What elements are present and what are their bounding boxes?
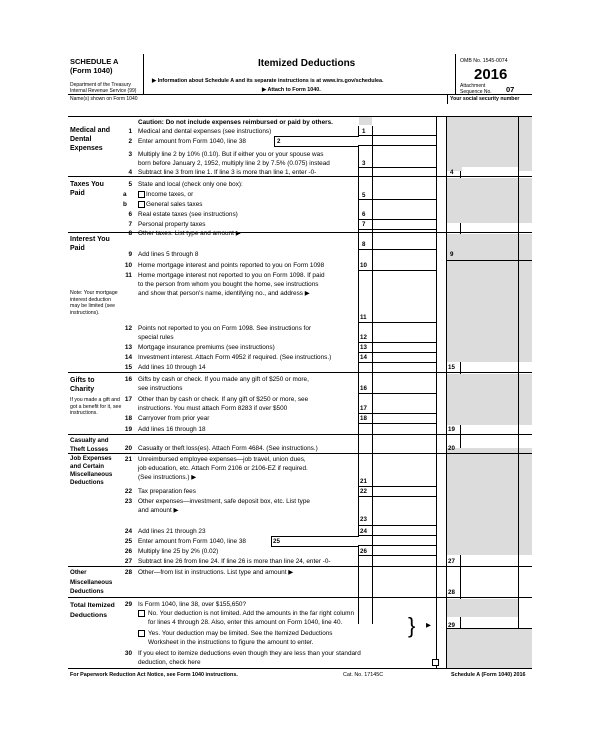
- line-5b-letter: b: [123, 201, 127, 208]
- line-2-label: Enter amount from Form 1040, line 38: [138, 138, 246, 145]
- line-6-amount[interactable]: [374, 209, 436, 218]
- line-8-label: Other taxes. List type and amount ▶: [138, 230, 241, 237]
- box-7-num: 7: [362, 221, 366, 228]
- sequence-label: Sequence No.: [460, 89, 492, 95]
- line-1-label: Medical and dental expenses (see instructions): [138, 128, 272, 135]
- box-26-num: 26: [360, 548, 367, 555]
- line-1-num: 1: [128, 128, 132, 135]
- section-medical: Medical and Dental Expenses: [70, 127, 111, 152]
- line-7-label: Personal property taxes: [138, 221, 206, 228]
- box-19-num: 19: [448, 426, 455, 433]
- line-14-label: Investment interest. Attach Form 4952 if required. (See instructions.): [138, 354, 332, 361]
- interest-note: Note: Your mortgage interest deduction may be limited (see instructions).: [70, 290, 118, 316]
- box-29-num: 29: [448, 622, 455, 629]
- box-15-num: 15: [448, 364, 455, 371]
- box-11-num: 11: [360, 314, 367, 321]
- line-18-num: 18: [124, 415, 132, 422]
- line-24-label: Add lines 21 through 23: [138, 528, 206, 535]
- line-13-num: 13: [124, 344, 132, 351]
- line-26-num: 26: [124, 548, 132, 555]
- line-29-no-b: for lines 4 through 28. Also, enter this amount on Form 1040, line 40.: [148, 619, 343, 626]
- box-20-num: 20: [448, 445, 455, 452]
- deduction-yes-checkbox[interactable]: [138, 630, 145, 637]
- line-5-label: State and local (check only one box):: [138, 181, 243, 188]
- line-9-num: 9: [128, 251, 132, 258]
- line-22-label: Tax preparation fees: [138, 488, 196, 495]
- line-19-num: 19: [124, 426, 132, 433]
- line-6-label: Real estate taxes (see instructions): [138, 211, 238, 218]
- elect-itemize-checkbox[interactable]: [432, 659, 439, 666]
- line-23-label-a: Other expenses—investment, safe deposit box, etc. List type: [138, 498, 310, 505]
- sales-taxes-checkbox[interactable]: [138, 201, 145, 208]
- line-2-num: 2: [128, 138, 132, 145]
- sequence-number: 07: [506, 85, 515, 94]
- box-18-num: 18: [360, 415, 367, 422]
- schedule-title: SCHEDULE A: [70, 57, 119, 66]
- line-26-label: Multiply line 25 by 2% (0.02): [138, 548, 219, 555]
- line-15-num: 15: [124, 364, 132, 371]
- form-number: (Form 1040): [70, 66, 113, 75]
- attach-line: ▶ Attach to Form 1040.: [262, 87, 321, 93]
- tax-year: 2016: [474, 66, 508, 83]
- box-1-num: 1: [362, 128, 366, 135]
- line-15-label: Add lines 10 through 14: [138, 364, 206, 371]
- omb-number: OMB No. 1545-0074: [460, 58, 508, 64]
- line-13-label: Mortgage insurance premiums (see instructions): [138, 344, 275, 351]
- box-10-num: 10: [360, 262, 367, 269]
- line-25-amount[interactable]: [271, 536, 359, 547]
- line-12-num: 12: [124, 325, 132, 332]
- line-24-num: 24: [124, 528, 132, 535]
- ssn-label: Your social security number: [450, 96, 520, 102]
- brace-icon: }: [408, 613, 416, 638]
- section-other: Other Miscellaneous Deductions: [70, 569, 113, 595]
- line-17-num: 17: [124, 396, 132, 403]
- line-21-label-a: Unreimbursed employee expenses—job travel, union dues,: [138, 456, 306, 463]
- gifts-note: If you made a gift and got a benefit for it, see instructions.: [70, 397, 122, 417]
- line-21-label-b: job education, etc. Attach Form 2106 or 2106-EZ if required.: [138, 465, 308, 472]
- line-5a-letter: a: [123, 191, 127, 198]
- box-22-num: 22: [360, 488, 367, 495]
- footer-form-id: Schedule A (Form 1040) 2016: [451, 672, 526, 678]
- box-14-num: 14: [360, 354, 367, 361]
- box-25-num: 25: [273, 538, 280, 545]
- line-11-label-c: and show that person's name, identifying no., and address ▶: [138, 290, 310, 297]
- line-12-label-b: special rules: [138, 334, 174, 341]
- box-6-num: 6: [362, 211, 366, 218]
- attachment-label: Attachment: [460, 83, 486, 89]
- line-20-label: Casualty or theft loss(es). Attach Form 4684. (See instructions.): [138, 445, 318, 452]
- box-21-num: 21: [360, 478, 367, 485]
- line-18-label: Carryover from prior year: [138, 415, 210, 422]
- box-5-num: 5: [362, 192, 366, 199]
- line-5a-label: Income taxes, or: [146, 191, 194, 198]
- line-21-label-c: (See instructions.) ▶: [138, 474, 197, 481]
- section-interest: Interest You Paid: [70, 236, 110, 252]
- box-2-num: 2: [277, 138, 281, 145]
- line-4-num: 4: [128, 169, 132, 176]
- box-27-num: 27: [448, 558, 455, 565]
- line-28-num: 28: [124, 569, 132, 576]
- box-12-num: 12: [360, 334, 367, 341]
- line-11-label-a: Home mortgage interest not reported to you on Form 1098. If paid: [138, 272, 325, 279]
- box-28-num: 28: [448, 589, 455, 596]
- line-29-amount[interactable]: [462, 618, 518, 627]
- box-16-num: 16: [360, 385, 367, 392]
- line-4-label: Subtract line 3 from line 1. If line 3 is more than line 1, enter -0-: [138, 169, 317, 176]
- line-14-num: 14: [124, 354, 132, 361]
- line-25-label: Enter amount from Form 1040, line 38: [138, 538, 246, 545]
- box-13-num: 13: [360, 344, 367, 351]
- line-17-label-a: Other than by cash or check. If any gift of $250 or more, see: [138, 396, 309, 403]
- line-29-no-a: No. Your deduction is not limited. Add the amounts in the far right column: [148, 610, 355, 617]
- caution-text: Caution: Do not include expenses reimbursed or paid by others.: [138, 119, 333, 126]
- line-27-label: Subtract line 26 from line 24. If line 26 is more than line 24, enter -0-: [138, 558, 331, 565]
- info-line: ▶ Information about Schedule A and its separate instructions is at www.irs.gov/schedulea.: [152, 78, 384, 84]
- line-25-num: 25: [124, 538, 132, 545]
- line-27-num: 27: [124, 558, 132, 565]
- footer-notice: For Paperwork Reduction Act Notice, see Form 1040 instructions.: [70, 672, 238, 678]
- line-16-label-a: Gifts by cash or check. If you made any gift of $250 or more,: [138, 376, 309, 383]
- line-29-yes-a: Yes. Your deduction may be limited. See the Itemized Deductions: [148, 630, 333, 637]
- line-23-num: 23: [124, 498, 132, 505]
- form-title: Itemized Deductions: [258, 58, 356, 69]
- line-21-num: 21: [124, 456, 132, 463]
- box-17-num: 17: [360, 405, 367, 412]
- line-29-yes-b: Worksheet in the instructions to figure the amount to enter.: [148, 639, 314, 646]
- line-6-num: 6: [128, 211, 132, 218]
- arrow-icon: ▶: [426, 622, 431, 629]
- line-4-amount[interactable]: [462, 167, 518, 176]
- section-taxes: Taxes You Paid: [70, 181, 104, 197]
- box-23-num: 23: [360, 516, 367, 523]
- line-29-label: Is Form 1040, line 38, over $155,650?: [138, 601, 246, 608]
- line-10-label: Home mortgage interest and points reported to you on Form 1098: [138, 262, 325, 269]
- line-3-label-a: Multiply line 2 by 10% (0.10). But if either you or your spouse was: [138, 151, 324, 158]
- line-3-num: 3: [128, 151, 132, 158]
- income-taxes-checkbox[interactable]: [138, 191, 145, 198]
- line-17-label-b: instructions. You must attach Form 8283 if over $500: [138, 405, 288, 412]
- line-20-num: 20: [124, 445, 132, 452]
- ssn-field[interactable]: [450, 103, 530, 113]
- line-19-label: Add lines 16 through 18: [138, 426, 206, 433]
- line-2-amount[interactable]: [274, 136, 359, 147]
- box-24-num: 24: [360, 528, 367, 535]
- line-5-num: 5: [128, 181, 132, 188]
- line-1-amount[interactable]: [374, 126, 436, 135]
- section-total: Total Itemized Deductions: [70, 602, 115, 619]
- section-casualty: Casualty and Theft Losses: [70, 437, 109, 453]
- line-29-num: 29: [124, 601, 132, 608]
- line-22-num: 22: [124, 488, 132, 495]
- line-16-label-b: see instructions: [138, 385, 183, 392]
- line-11-label-b: to the person from whom you bought the home, see instructions: [138, 281, 319, 288]
- line-11-amount[interactable]: [374, 270, 436, 320]
- line-7-num: 7: [128, 221, 132, 228]
- name-field[interactable]: [70, 103, 440, 113]
- section-gifts: Gifts to Charity: [70, 377, 95, 393]
- line-23-label-b: and amount ▶: [138, 507, 179, 514]
- line-12-label-a: Points not reported to you on Form 1098. See instructions for: [138, 325, 311, 332]
- footer-cat-number: Cat. No. 17145C: [343, 672, 384, 678]
- line-28-label: Other—from list in instructions. List type and amount ▶: [138, 569, 294, 576]
- line-30-num: 30: [124, 650, 132, 657]
- line-30-label-b: deduction, check here: [138, 659, 201, 666]
- line-30-label-a: If you elect to itemize deductions even though they are less than your standard: [138, 650, 361, 657]
- box-9-num: 9: [450, 251, 454, 258]
- line-11-num: 11: [125, 272, 132, 279]
- line-16-num: 16: [124, 376, 132, 383]
- line-10-num: 10: [124, 262, 132, 269]
- line-9-label: Add lines 5 through 8: [138, 251, 199, 258]
- department-line2: Internal Revenue Service (99): [70, 88, 137, 94]
- line-5b-label: General sales taxes: [146, 201, 203, 208]
- box-3-num: 3: [362, 160, 366, 167]
- deduction-no-checkbox[interactable]: [138, 610, 145, 617]
- box-4-num: 4: [450, 169, 454, 176]
- line-8-num: 8: [128, 230, 132, 237]
- department-line1: Department of the Treasury: [70, 82, 131, 88]
- line-3-label-b: born before January 2, 1952, multiply line 2 by 7.5% (0.075) instead: [138, 160, 330, 167]
- names-label: Name(s) shown on Form 1040: [70, 96, 138, 102]
- section-job: Job Expenses and Certain Miscellaneous Deductions: [70, 455, 113, 486]
- box-8-num: 8: [362, 241, 366, 248]
- line-8-amount[interactable]: [374, 236, 436, 248]
